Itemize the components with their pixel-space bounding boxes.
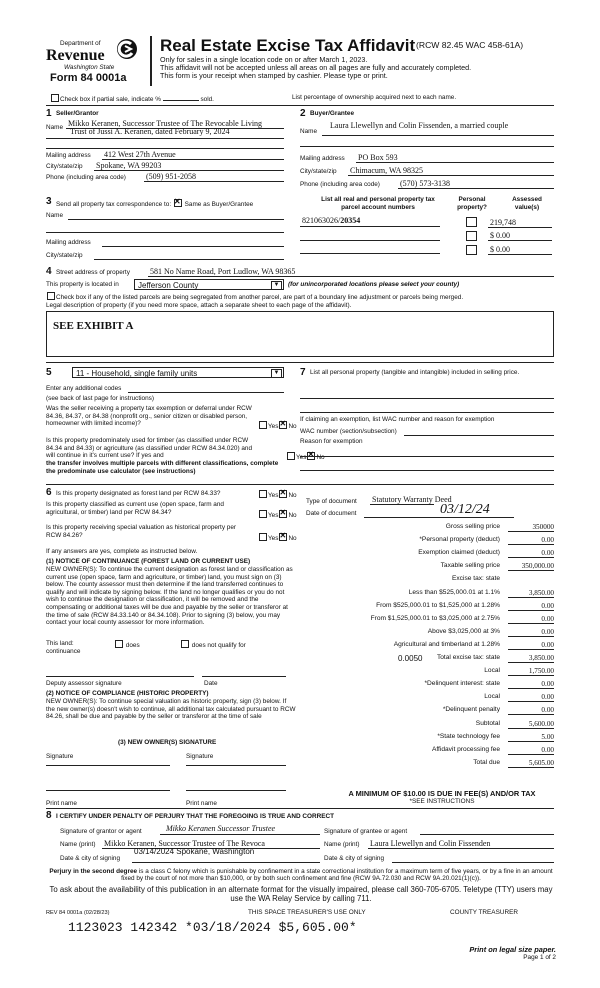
- calc-value[interactable]: 3,850.00: [508, 654, 554, 663]
- forest-yes-checkbox[interactable]: [259, 490, 267, 498]
- calc-label: Affidavit processing fee: [431, 745, 500, 753]
- rcw-reference: (RCW 82.45 WAC 458-61A): [416, 40, 524, 50]
- personal-property-checkbox-2[interactable]: [466, 231, 477, 241]
- legal-paper-note: Print on legal size paper.: [469, 945, 556, 954]
- exemption-no-checkbox[interactable]: [279, 421, 287, 429]
- perjury-statement: Perjury in the second degree is a class C felony which is punishable by confinement in a state correctional institution for a maximum term of five years, or by a fine in an amount fixed by the court of not more than $10,000, or by both such confinement and fine (RCW 9A.72.030 and RCW 9A.20.021(1)(c)).: [49, 868, 553, 883]
- calc-value[interactable]: 5,600.00: [508, 720, 554, 729]
- county-select[interactable]: Jefferson County ▼: [134, 279, 284, 290]
- partial-sale-row: Check box if partial sale, indicate % sold.: [50, 94, 214, 104]
- parcel-col-header: List all real and personal property tax parcel account numbers: [321, 196, 435, 211]
- timber-yes-no: Yes✕ No: [286, 452, 325, 462]
- calc-value[interactable]: 0.00: [508, 549, 554, 558]
- page-number: Page 1 of 2: [523, 954, 556, 961]
- land-does-checkbox[interactable]: [115, 640, 123, 648]
- seller-heading: Seller/Grantor: [56, 110, 99, 117]
- personal-property-note: List all personal property (tangible and intangible) included in selling price.: [310, 369, 520, 376]
- dropdown-arrow-icon: ▼: [271, 369, 282, 378]
- revision-label: REV 84 0001a (02/28/23): [46, 910, 110, 916]
- form-title: Real Estate Excise Tax Affidavit: [160, 36, 416, 55]
- calc-label: *State technology fee: [437, 732, 500, 740]
- calc-label: From $525,000.01 to $1,525,000 at 1.28%: [376, 601, 500, 609]
- notice-compliance-heading: (2) NOTICE OF COMPLIANCE (HISTORIC PROPERTY): [46, 690, 209, 697]
- calc-value[interactable]: 0.00: [508, 641, 554, 650]
- property-street-address[interactable]: 581 No Name Road, Port Ludlow, WA 98365: [150, 267, 296, 276]
- assessed-value-2[interactable]: $ 0.00: [490, 231, 510, 240]
- see-instructions: *SEE INSTRUCTIONS: [409, 798, 475, 805]
- calc-label: Subtotal: [475, 719, 500, 727]
- historic-no-checkbox[interactable]: [279, 533, 287, 541]
- grantor-signature[interactable]: Mikko Keranen Successor Trustee: [166, 824, 276, 833]
- calc-label: Total due: [473, 758, 500, 766]
- calc-label: Taxable selling price: [440, 562, 500, 570]
- exemption-yes-no: Yes✕ No: [258, 421, 297, 431]
- personal-property-checkbox-1[interactable]: [466, 217, 477, 227]
- correspondence-heading: Send all property tax correspondence to: ✕ Same as Buyer/Grantee: [56, 199, 253, 209]
- subtitle-3: This form is your receipt when stamped by cashier. Please type or print.: [160, 71, 388, 80]
- percentage-note: List percentage of ownership acquired next to each name.: [292, 94, 457, 101]
- local-rate[interactable]: 0.0050: [398, 654, 423, 663]
- calc-value[interactable]: 0.00: [508, 746, 554, 755]
- calc-value[interactable]: 0.00: [508, 602, 554, 611]
- calc-label: Gross selling price: [445, 523, 500, 530]
- seller-phone[interactable]: (509) 951-2058: [146, 172, 196, 181]
- calc-value[interactable]: 0.00: [508, 706, 554, 715]
- document-type[interactable]: Statutory Warranty Deed: [372, 495, 452, 504]
- calc-value[interactable]: 350000: [508, 523, 554, 532]
- county-treasurer-label: COUNTY TREASURER: [450, 909, 518, 916]
- calc-label: *Personal property (deduct): [419, 536, 500, 544]
- calc-value[interactable]: 3,850.00: [508, 589, 554, 598]
- calc-value[interactable]: 5.00: [508, 733, 554, 742]
- minimum-due-note: A MINIMUM OF $10.00 IS DUE IN FEE(S) AND/OR TAX: [348, 789, 536, 798]
- parcel-number[interactable]: 821063026/20354: [302, 216, 361, 225]
- county-note: (for unincorporated locations please select your county): [288, 281, 460, 288]
- timber-question: Is this property predominately used for timber (as classified under RCW 84.34 and 84.33) or agriculture (as classified under RCW 84.34.020) and will continue in it's current use? If yes and: [46, 437, 253, 460]
- subtitle-1: Only for sales in a single location code on or after March 1, 2023.: [160, 55, 368, 64]
- revenue-wordmark: Revenue: [46, 47, 105, 64]
- calc-value[interactable]: 0.00: [508, 680, 554, 689]
- certify-statement: I CERTIFY UNDER PENALTY OF PERJURY THAT THE FOREGOING IS TRUE AND CORRECT: [56, 813, 335, 820]
- seller-mailing-address[interactable]: 412 West 27th Avenue: [104, 150, 176, 159]
- current-use-no-checkbox[interactable]: [279, 510, 287, 518]
- subtitle-2: This affidavit will not be accepted unless all areas on all pages are fully and accurately completed.: [160, 63, 472, 72]
- notice-compliance-body: NEW OWNER(S): To continue special valuation as historic property, sign (3) below. If the new owner(s) doesn't wish to continue, all additional tax calculated pursuant to RCW 84.26, shall be due and payable by the seller or transferor at the time of sale: [46, 698, 296, 721]
- calc-label: Local: [484, 693, 500, 701]
- calc-label: Local: [484, 667, 500, 675]
- buyer-heading: Buyer/Grantee: [310, 110, 355, 117]
- treasurer-receipt: 1123023 142342 *03/18/2024 $5,605.00*: [68, 920, 357, 935]
- seller-name-line2[interactable]: Trust of Jussi A. Keranen, dated February 9, 2024: [70, 127, 230, 136]
- timber-yes-checkbox[interactable]: [287, 452, 295, 460]
- grantor-print-name[interactable]: Mikko Keranen, Successor Trustee of The Revoca: [104, 839, 265, 848]
- calc-value[interactable]: 1,750.00: [508, 667, 554, 676]
- seller-city-state-zip[interactable]: Spokane, WA 99203: [96, 161, 162, 170]
- segregated-checkbox[interactable]: [47, 292, 55, 300]
- forest-no-checkbox[interactable]: [279, 490, 287, 498]
- legal-description-box[interactable]: [46, 311, 554, 357]
- personal-col-header: Personal property?: [457, 196, 487, 211]
- calc-label: *Delinquent penalty: [442, 706, 500, 714]
- assessed-value-1[interactable]: 219,748: [490, 218, 516, 227]
- treasurer-use-label: THIS SPACE TREASURER'S USE ONLY: [248, 909, 366, 916]
- state-line: Washington State: [64, 64, 115, 71]
- document-date[interactable]: 03/12/24: [440, 502, 490, 517]
- buyer-phone[interactable]: (570) 573-3138: [400, 179, 450, 188]
- exemption-question: Was the seller receiving a property tax exemption or deferral under RCW 84.36, 84.37, or 84.38 (nonprofit org., senior citizen or disabled person, homeowner with limited income)?: [46, 405, 252, 428]
- exemption-yes-checkbox[interactable]: [259, 421, 267, 429]
- calc-label: Above $3,025,000 at 3%: [427, 627, 500, 635]
- legal-description-label: Legal description of property (if you need more space, attach a separate sheet to each page of the affidavit).: [46, 302, 352, 309]
- land-does-not-checkbox[interactable]: [181, 640, 189, 648]
- dor-logo-icon: [116, 38, 138, 60]
- assessed-col-header: Assessed value(s): [512, 196, 542, 211]
- same-as-buyer-checkbox[interactable]: [174, 199, 182, 207]
- notice-continuance-body: NEW OWNER(S): To continue the current designation as forest land or classification as current use (open space, farm and agriculture, or timber) land, you must sign on (3) below. The county assessor must then determine if the land transferred continues to qualify and will indicate by signing below. If the land no longer qualifies or you do not wish to continue the designation or classification, it will be removed and the compensating or additional taxes will be due and payable by the seller or transferor at the time of sale (RCW 84.33.140 or 84.34.108). Prior to signing (3) below, you may contact your local county assessor for more information.: [46, 566, 293, 627]
- calc-value[interactable]: 5,605.00: [508, 759, 554, 768]
- calc-label: Excise tax: state: [451, 575, 500, 583]
- calc-label: *Delinquent interest: state: [424, 680, 500, 688]
- calc-label: Exemption claimed (deduct): [418, 549, 500, 557]
- calc-label: Agricultural and timberland at 1.28%: [393, 640, 500, 648]
- grantor-date-city[interactable]: 03/14/2024 Spokane, Washington: [134, 847, 255, 856]
- current-use-yes-checkbox[interactable]: [259, 510, 267, 518]
- calc-value[interactable]: 0.00: [508, 693, 554, 702]
- form-number: Form 84 0001a: [50, 72, 127, 84]
- alternate-format-note: To ask about the availability of this publication in an alternate format for the visually impaired, please call 360-705-6705. Teletype (TTY) users may use the WA Relay Service by calling 711.: [49, 885, 553, 903]
- assessed-value-3[interactable]: $ 0.00: [490, 245, 510, 254]
- calc-value[interactable]: 0.00: [508, 536, 554, 545]
- calc-label: Less than $525,000.01 at 1.1%: [408, 588, 500, 596]
- calc-label: Total excise tax: state: [436, 654, 500, 661]
- seller-name-line1[interactable]: Mikko Keranen, Successor Trustee of The Revocable Living: [68, 119, 263, 128]
- segregated-row: Check box if any of the listed parcels are being segregated from another parcel, are part of a boundary line adjustment or parcels being merged.: [46, 292, 556, 302]
- buyer-name[interactable]: Laura Llewellyn and Colin Fissenden, a married couple: [330, 121, 509, 130]
- buyer-city-state-zip[interactable]: Chimacum, WA 98325: [350, 166, 423, 175]
- personal-property-checkbox-3[interactable]: [466, 245, 477, 255]
- legal-description-value: SEE EXHIBIT A: [53, 320, 134, 332]
- calc-value[interactable]: 0.00: [508, 628, 554, 637]
- calc-label: From $1,525,000.01 to $3,025,000 at 2.75%: [370, 614, 500, 622]
- buyer-mailing-address[interactable]: PO Box 593: [358, 153, 398, 162]
- notice-continuance-heading: (1) NOTICE OF CONTINUANCE (FOREST LAND OR CURRENT USE): [46, 558, 251, 565]
- timber-question-note: the transfer involves multiple parcels with different classifications, complete the predominate use calculator (see instructions): [46, 460, 279, 475]
- historic-yes-checkbox[interactable]: [259, 533, 267, 541]
- calc-value[interactable]: 350,000.00: [508, 562, 554, 571]
- land-use-code-select[interactable]: 11 - Household, single family units ▼: [72, 367, 284, 378]
- dropdown-arrow-icon: ▼: [271, 281, 282, 290]
- dept-line: Department of: [60, 40, 101, 47]
- calc-value[interactable]: 0.00: [508, 615, 554, 624]
- new-owner-signature-heading: (3) NEW OWNER(S) SIGNATURE: [118, 739, 217, 746]
- grantee-print-name[interactable]: Laura Llewellyn and Colin Fissenden: [370, 839, 491, 848]
- partial-sale-checkbox[interactable]: [51, 94, 59, 102]
